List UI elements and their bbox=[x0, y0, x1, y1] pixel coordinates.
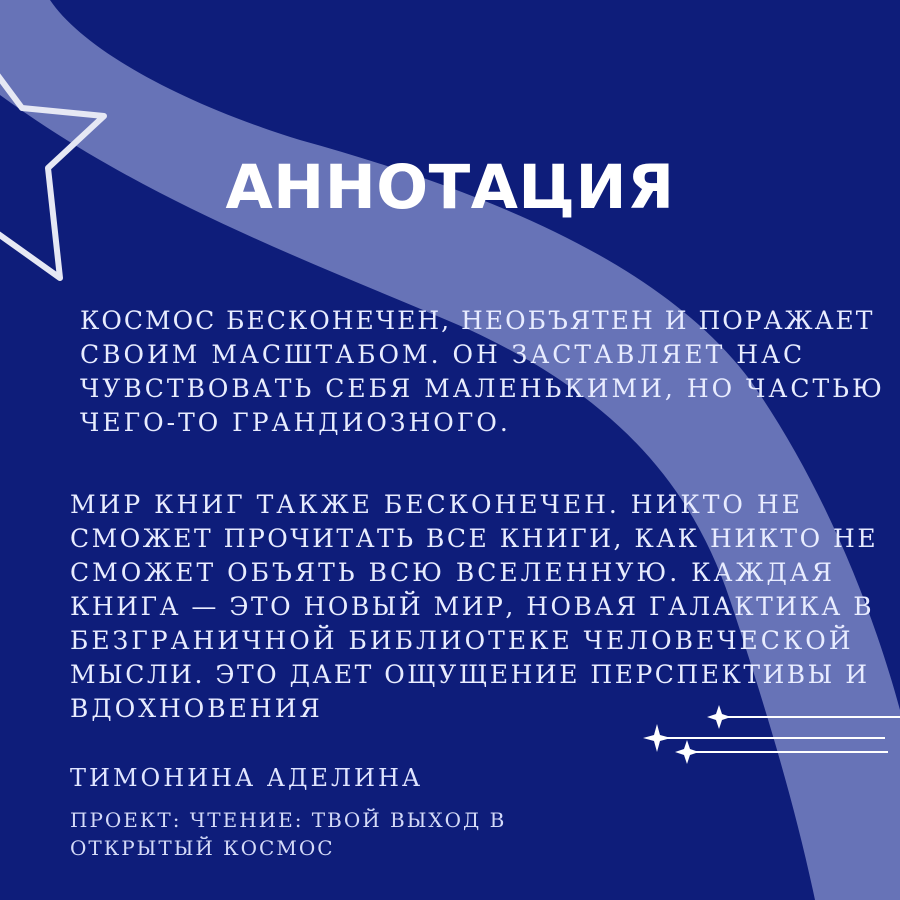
project-line-1: ПРОЕКТ: ЧТЕНИЕ: ТВОЙ ВЫХОД В bbox=[70, 808, 507, 832]
author-name: ТИМОНИНА АДЕЛИНА bbox=[70, 764, 424, 792]
sparkle-icon bbox=[643, 705, 731, 764]
project-line-2: ОТКРЫТЫЙ КОСМОС bbox=[70, 836, 335, 860]
paragraph-1-line: ЧУВСТВОВАТЬ СЕБЯ МАЛЕНЬКИМИ, НО ЧАСТЬЮ bbox=[80, 374, 885, 403]
paragraph-1-line: КОСМОС БЕСКОНЕЧЕН, НЕОБЪЯТЕН И ПОРАЖАЕТ bbox=[80, 306, 875, 335]
paragraph-1-line: СВОИМ МАСШТАБОМ. ОН ЗАСТАВЛЯЕТ НАС bbox=[80, 340, 806, 369]
paragraph-2-line: МИР КНИГ ТАКЖЕ БЕСКОНЕЧЕН. НИКТО НЕ bbox=[70, 490, 803, 519]
paragraph-2-line: СМОЖЕТ ПРОЧИТАТЬ ВСЕ КНИГИ, КАК НИКТО НЕ bbox=[70, 524, 879, 553]
paragraph-2-line: ВДОХНОВЕНИЯ bbox=[70, 694, 323, 723]
contest-heading-line-1 bbox=[0, 60, 900, 94]
paragraph-2-line: КНИГА — ЭТО НОВЫЙ МИР, НОВАЯ ГАЛАКТИКА В bbox=[70, 592, 875, 621]
paragraph-2-line: МЫСЛИ. ЭТО ДАЕТ ОЩУЩЕНИЕ ПЕРСПЕКТИВЫ И bbox=[70, 660, 870, 689]
page-title: АННОТАЦИЯ bbox=[225, 152, 675, 223]
paragraph-2-line: СМОЖЕТ ОБЪЯТЬ ВСЮ ВСЕЛЕННУЮ. КАЖДАЯ bbox=[70, 558, 835, 587]
paragraph-2-line: БЕЗГРАНИЧНОЙ БИБЛИОТЕКЕ ЧЕЛОВЕЧЕСКОЙ bbox=[70, 626, 854, 655]
paragraph-1-line: ЧЕГО-ТО ГРАНДИОЗНОГО. bbox=[80, 408, 511, 437]
contest-heading-line-2 bbox=[0, 94, 900, 128]
